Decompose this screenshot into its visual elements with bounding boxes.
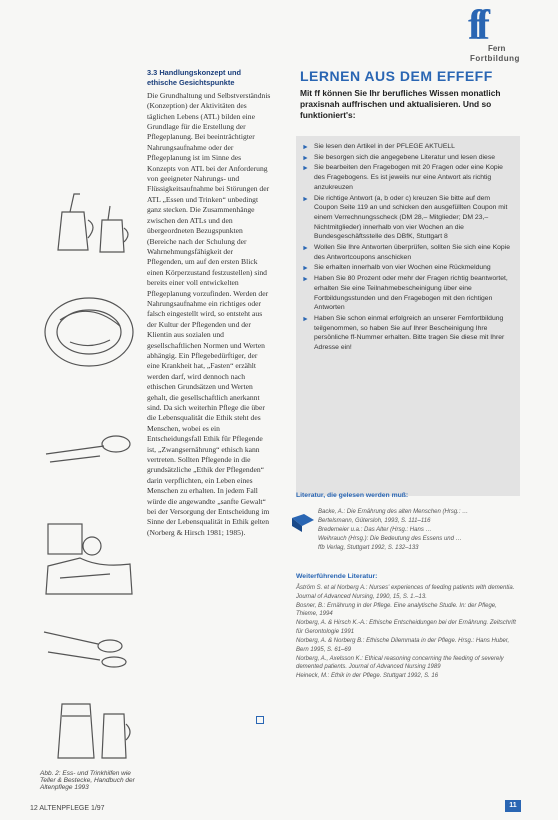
step-item bbox=[302, 274, 514, 313]
page-number: 11 bbox=[505, 800, 521, 812]
step-text: Sie besorgen sich die angegebene Literatur und lesen diese bbox=[314, 153, 496, 161]
figure-caption: Abb. 2: Ess- und Trinkhilfen wie Teller & Bestecke, Handbuch der Altenpflege 1993 bbox=[40, 770, 135, 791]
logo-line-2: Fortbildung bbox=[470, 54, 520, 63]
bullet-arrow-icon: ► bbox=[302, 245, 309, 253]
book-icon bbox=[290, 512, 316, 534]
literature-entry: Bosner, B.: Ernährung in der Pflege. Eine analytische Studie. In: der Pflege, Thieme, 1994 bbox=[296, 602, 497, 618]
spoon-illustration-icon bbox=[40, 424, 138, 482]
footer-source: 12 ALTENPFLEGE 1/97 bbox=[30, 805, 105, 812]
literature-entry: Norberg, A., Axelsson K.: Ethical reasoning concerning the feeding of severely demented patients. Journal of Advanced Nursing 1989 bbox=[296, 655, 504, 671]
steps-box bbox=[296, 136, 520, 496]
literature-entry: Bredemeier u.a.: Das Alter (Hrsg.: Hans … bbox=[318, 527, 432, 534]
step-item bbox=[302, 263, 514, 273]
cup-illustration-icon bbox=[40, 190, 138, 260]
step-text: Wollen Sie Ihre Antworten überprüfen, sollten Sie sich eine Kopie des Antwortcoupons anschicken bbox=[314, 244, 510, 261]
article-column bbox=[147, 68, 271, 538]
step-text: Sie lesen den Artikel in der PFLEGE AKTUELL bbox=[314, 143, 455, 150]
further-literature-title: Weiterführende Literatur: bbox=[296, 573, 378, 580]
bullet-arrow-icon: ► bbox=[302, 315, 309, 323]
article-body: Die Grundhaltung und Selbstverständnis (Konzeption) der Aktivitäten des täglichen Lebens (ATL) bilden eine Grundlage für die Erstellung der Pflegeplanung. Bei beeinträchtigter Nahrungsaufnahme oder der Pflegeplanung ist im Sinne des Konzepts von ATL bei der Anforderung von geeigneter Nahrungs- und Flüssigkeitsaufnahme bei Störungen der ATL „Essen und Trinken“ unbedingt ganz stecken. Die Zusammenhänge zwischen den ATLs und den übergeordneten Bezugspunkten (Bereiche nach der Schulung der Wahrnehmungsfähigkeit der Pflegenden, um auf den ersten Blick einen Körperzustand festzustellen) sind bereits einer voll entwickelten Pflegeplanung vorzufinden. Werden der Nahrungsaufnahme ein richtiges oder falsch eingestellt wird, so entsteht aus der Kultur der Pflegenden und der Klientin aus sozialen und gesellschaftlichen Normen und Werten abhängig. Ein Pflegebedürftiger, der eine Krankheit hat, „Fasten“ erzählt werden darf, wird dennoch nach ethischen Grundsätzen und Werten gehalt, die gesellschaftlich anerkannt sind. Da sich weiterhin Pflege die über die Lebensqualität die Ethik steht des Menschen, wobei es ein Entscheidungsfall Ethik für Pflegende ist, „Zwangsernährung“ ethisch kann vertreten. Sollten Pflegende in die grundsätzliche „Ethik der Pflegenden“ darin verpflichten, ein Leben eines Menschen zu erhalten. In jedem Fall würde die angewandte „sanfte Gewalt“ bei der Versorgung der Entscheidung im Sinne der Lebensqualität in Ethik gelten (Norberg & Hirsch 1981; 1985). bbox=[147, 90, 271, 537]
step-item bbox=[302, 314, 514, 353]
logo-line-1: Fern bbox=[488, 44, 506, 53]
ff-title: LERNEN AUS DEM EFFEFF bbox=[300, 68, 493, 84]
step-item bbox=[302, 142, 514, 152]
section-heading bbox=[147, 68, 271, 89]
ff-logo-icon: ff bbox=[468, 3, 484, 49]
literature-entry: Heineck, M.: Ethik in der Pflege. Stuttgart 1992, S. 16 bbox=[296, 673, 439, 680]
literature-entry: Norberg, A. & Norberg B.: Ethische Dilemmata in der Pflege. Hrsg.: Hans Huber, Bern 1995, S. 61–69 bbox=[296, 638, 510, 653]
required-literature-title: Literatur, die gelesen werden muß: bbox=[296, 492, 409, 499]
cutlery-illustration-icon bbox=[40, 620, 138, 672]
literature-entry: Weihrauch (Hrsg.): Die Bedeutung des Essens und … bbox=[318, 536, 462, 543]
step-text: Sie erhalten innerhalb von vier Wochen eine Rückmeldung bbox=[314, 264, 491, 272]
patient-illustration-icon bbox=[40, 518, 138, 600]
bullet-arrow-icon: ► bbox=[302, 195, 309, 203]
section-number: 3.3 bbox=[147, 68, 158, 77]
literature-entry: Norberg, A. & Hirsch K.-A.: Ethische Entscheidungen bei der Ernährung. Zeitschrift für Gerontologie 1991 bbox=[296, 620, 516, 635]
bullet-arrow-icon: ► bbox=[302, 144, 309, 151]
further-literature-list bbox=[296, 584, 518, 682]
step-item bbox=[302, 163, 514, 192]
literature-entry: Åström S. et al Norberg A.: Nurses' experiences of feeding patients with dementia. Journal of Advanced Nursing, 1990, 15, S. 1.–13. bbox=[296, 585, 515, 600]
literature-entry: Backe, A.: Die Ernährung des alten Menschen (Hrsg.: … bbox=[318, 509, 469, 515]
steps-list bbox=[296, 136, 520, 353]
beaker-illustration-icon bbox=[40, 690, 138, 764]
step-item bbox=[302, 194, 514, 243]
bullet-arrow-icon: ► bbox=[302, 154, 309, 162]
literature-entry: Bertelsmann, Gütersloh, 1993, S. 111–116 bbox=[318, 518, 431, 525]
literature-entry: ffb Verlag, Stuttgart 1992, S. 132–133 bbox=[318, 545, 419, 552]
bullet-arrow-icon: ► bbox=[302, 165, 309, 173]
end-mark-icon bbox=[256, 716, 264, 724]
step-item bbox=[302, 153, 514, 163]
bullet-arrow-icon: ► bbox=[302, 265, 309, 273]
step-text: Haben Sie 80 Prozent oder mehr der Fragen richtig beantwortet, erhalten Sie eine Teilnahmebescheinigung über eine Fortbildungsstunden und den Fragebogen mit den richtigen Antworten bbox=[314, 275, 508, 312]
ff-intro: Mit ff können Sie Ihr berufliches Wissen monatlich praxisnah auffrischen und aktualisieren. Und so funktioniert's: bbox=[300, 88, 501, 120]
bullet-arrow-icon: ► bbox=[302, 276, 309, 284]
step-text: Die richtige Antwort (a, b oder c) kreuzen Sie bitte auf dem Coupon Seite 119 an und schicken den ausgefüllten Coupon mit einem Verrechnungsscheck (DM 28,– Mitglieder; DM 23,– Nichtmitglieder) innerhalb von vier Wochen an die Bundesgeschäftsstelle des DBfK, Stuttgart 8 bbox=[314, 194, 508, 241]
section-title: Handlungskonzept und ethische Gesichtspunkte bbox=[147, 68, 242, 88]
step-text: Sie bearbeiten den Fragebogen mit 20 Fragen oder eine Kopie des Fragebogens. Es ist jeweils nur eine Antwort als richtig anzukreuzen bbox=[314, 164, 503, 191]
plate-illustration-icon bbox=[40, 290, 138, 372]
step-item bbox=[302, 243, 514, 262]
step-text: Haben Sie schon einmal erfolgreich an unserer Fernfortbildung teilgenommen, so haben Sie auf Ihrer Bescheinigung Ihre persönliche ff-Nummer erhalten. Bitte tragen Sie diese mit Ihrer Adresse ein! bbox=[314, 314, 505, 352]
required-literature-list bbox=[318, 508, 518, 553]
